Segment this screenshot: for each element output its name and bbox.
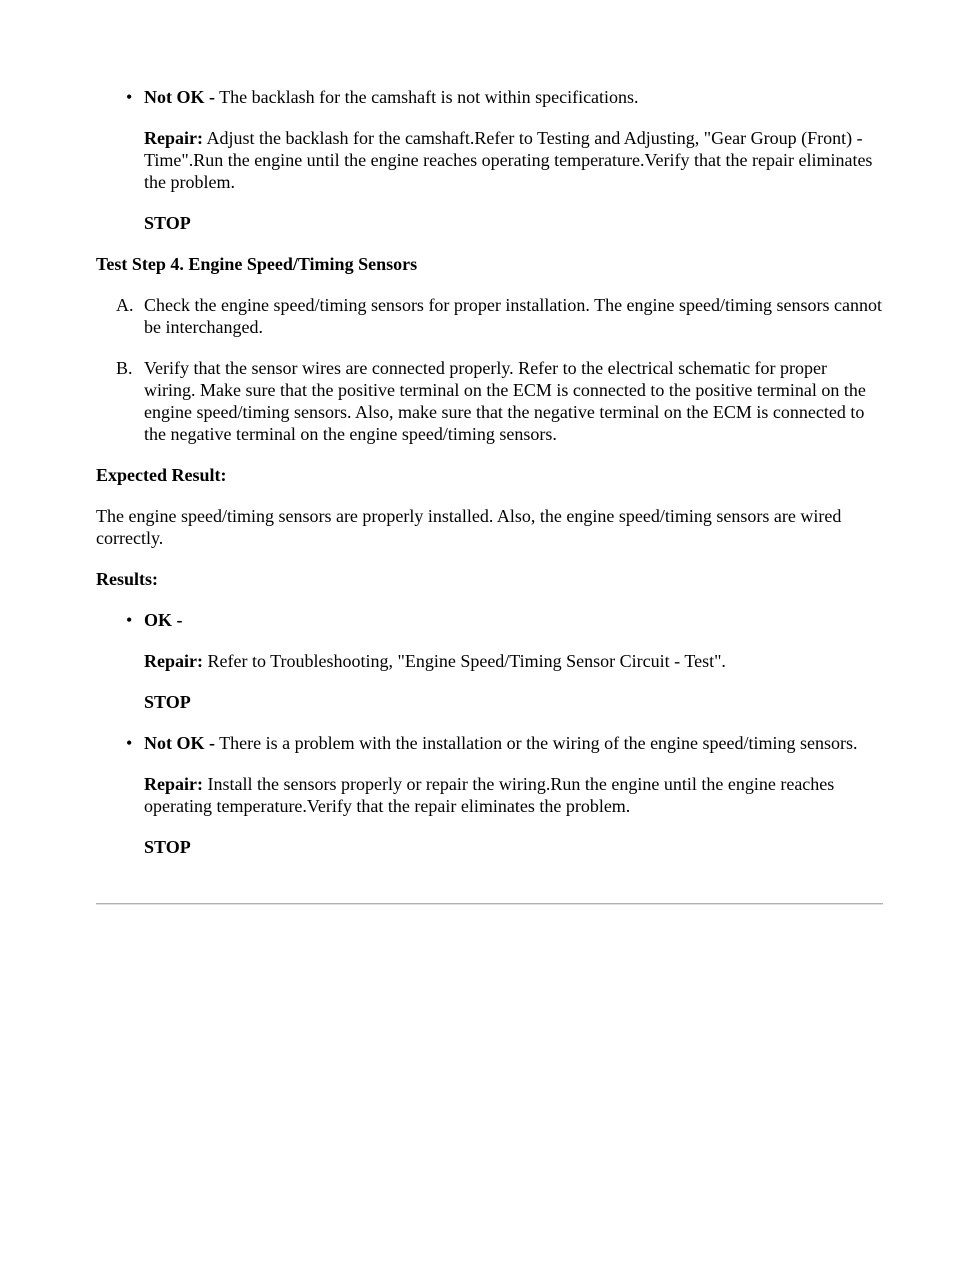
list-marker: B. — [116, 358, 133, 378]
stop-paragraph — [96, 836, 883, 858]
bullet-marker: • — [126, 733, 133, 753]
horizontal-divider — [96, 903, 883, 905]
list-item-step-b — [96, 357, 883, 445]
stop-label: STOP — [144, 692, 191, 712]
repair-paragraph — [96, 650, 883, 672]
results-heading — [96, 568, 883, 590]
expected-result-heading-text: Expected Result: — [96, 465, 227, 485]
bullet-marker: • — [126, 610, 133, 630]
repair-text: Install the sensors properly or repair the wiring.Run the engine until the engine reaches operating temperature.Verify that the repair eliminates the problem. — [144, 774, 835, 816]
result-line — [144, 86, 883, 108]
stop-label: STOP — [144, 837, 191, 857]
section-heading — [96, 253, 883, 275]
stop-label: STOP — [144, 213, 191, 233]
expected-result-heading — [96, 464, 883, 486]
section-heading-text: Test Step 4. Engine Speed/Timing Sensors — [96, 254, 418, 274]
list-item-not-ok-sensors — [96, 732, 883, 754]
repair-label: Repair: — [144, 774, 203, 794]
result-label: OK - — [144, 610, 183, 630]
repair-paragraph — [96, 773, 883, 817]
result-text: There is a problem with the installation or the wiring of the engine speed/timing sensors. — [215, 733, 858, 753]
list-marker: A. — [116, 295, 134, 315]
result-label: Not OK - — [144, 733, 215, 753]
repair-paragraph — [96, 127, 883, 193]
stop-paragraph — [96, 691, 883, 713]
bullet-marker: • — [126, 87, 133, 107]
list-item-text: Verify that the sensor wires are connected properly. Refer to the electrical schematic for proper wiring. Make sure that the positive terminal on the ECM is connected to the positive terminal on the engine speed/timing sensors. Also, make sure that the negative terminal on the ECM is connected to the negative terminal on the engine speed/timing sensors. — [144, 358, 866, 444]
repair-text: Refer to Troubleshooting, "Engine Speed/Timing Sensor Circuit - Test". — [202, 651, 726, 671]
repair-label: Repair: — [144, 651, 203, 671]
repair-label: Repair: — [144, 128, 203, 148]
list-item-ok — [96, 609, 883, 631]
stop-paragraph — [96, 212, 883, 234]
results-heading-text: Results: — [96, 569, 158, 589]
list-item-not-ok-backlash — [96, 86, 883, 108]
expected-result-text: The engine speed/timing sensors are properly installed. Also, the engine speed/timing sensors are wired correctly. — [96, 506, 842, 548]
repair-text: Adjust the backlash for the camshaft.Refer to Testing and Adjusting, "Gear Group (Front) - Time".Run the engine until the engine reaches operating temperature.Verify that the repair eliminates the problem. — [144, 128, 873, 192]
list-item-text: Check the engine speed/timing sensors for proper installation. The engine speed/timing sensors cannot be interchanged. — [144, 295, 882, 337]
list-item-step-a — [96, 294, 883, 338]
document-content — [96, 86, 883, 858]
result-text: The backlash for the camshaft is not within specifications. — [215, 87, 639, 107]
result-label: Not OK - — [144, 87, 215, 107]
